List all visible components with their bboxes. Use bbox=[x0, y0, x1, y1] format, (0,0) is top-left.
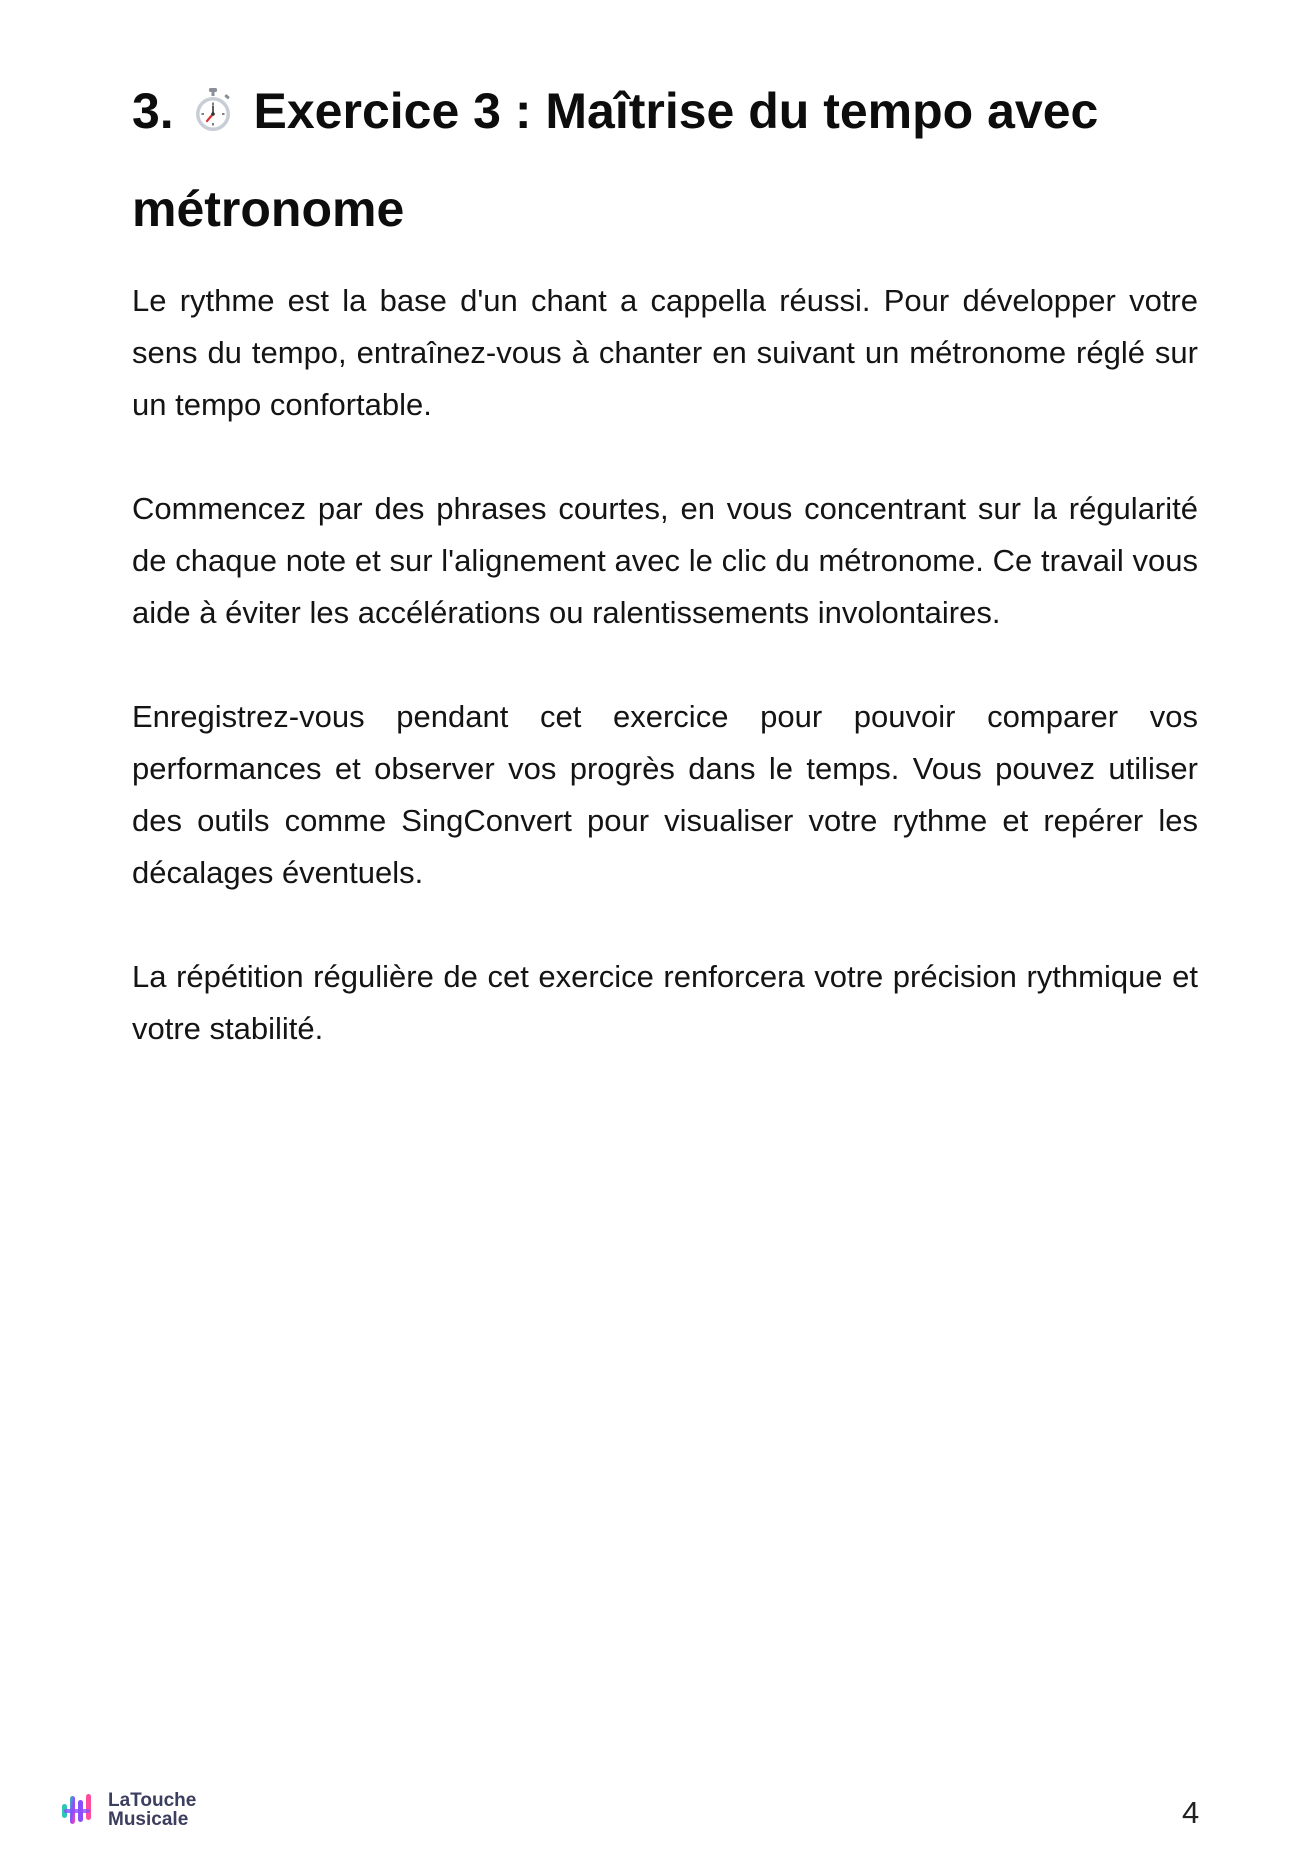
page-number: 4 bbox=[1182, 1795, 1200, 1830]
stopwatch-icon bbox=[192, 86, 234, 134]
logo-wordmark bbox=[108, 1791, 196, 1829]
brand-logo bbox=[58, 1788, 196, 1832]
logo-mark-icon bbox=[58, 1790, 98, 1830]
logo-line-2: Musicale bbox=[108, 1809, 189, 1830]
section-heading bbox=[132, 83, 1192, 237]
body-text bbox=[132, 275, 1198, 1107]
heading-line-2: métronome bbox=[132, 181, 405, 237]
paragraph: Commencez par des phrases courtes, en vous concentrant sur la régularité de chaque note et sur l'alignement avec le clic du métronome. Ce travail vous aide à éviter les accélérations ou ralentissements involontaires. bbox=[132, 491, 1198, 630]
heading-title: Exercice 3 : Maîtrise du tempo avec bbox=[253, 83, 1099, 139]
paragraph: Enregistrez-vous pendant cet exercice pour pouvoir comparer vos performances et observer vos progrès dans le temps. Vous pouvez utiliser des outils comme SingConvert pour visualiser votre rythme et repérer les décalages éventuels. bbox=[132, 699, 1198, 890]
paragraph: Le rythme est la base d'un chant a cappella réussi. Pour développer votre sens du tempo, entraînez-vous à chanter en suivant un métronome réglé sur un tempo confortable. bbox=[132, 283, 1198, 422]
logo-line-1: LaTouche bbox=[108, 1790, 197, 1811]
heading-number: 3. bbox=[132, 83, 174, 139]
heading-line-1 bbox=[132, 83, 1192, 139]
paragraph: La répétition régulière de cet exercice renforcera votre précision rythmique et votre stabilité. bbox=[132, 959, 1198, 1046]
